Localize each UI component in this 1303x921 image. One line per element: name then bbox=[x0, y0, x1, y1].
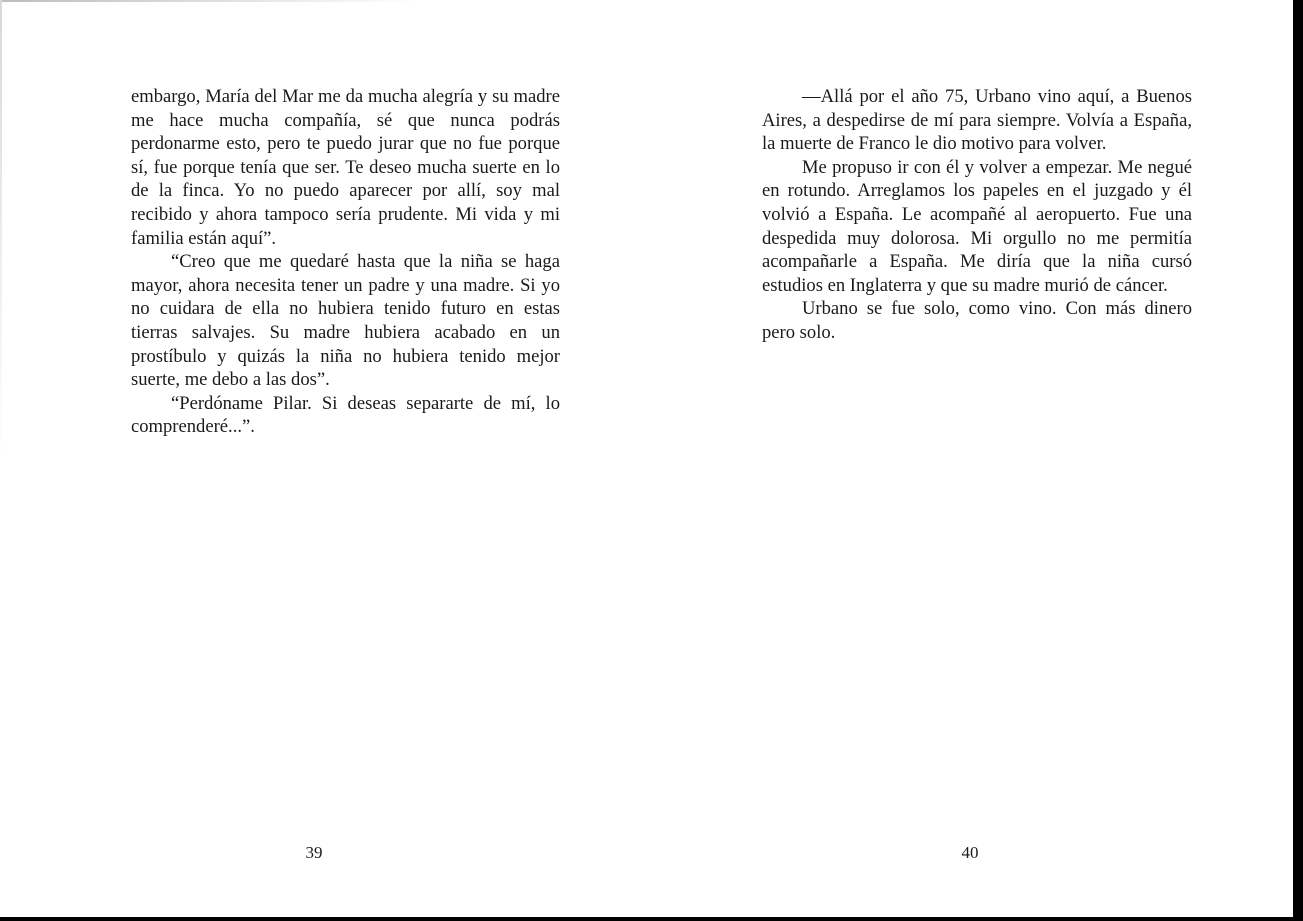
right-paragraph-2: Me propuso ir con él y volver a empezar. Me negué en rotundo. Arreglamos los papeles en el juzgado y él volvió a España. Le acompañé al aeropuerto. Fue una despedida muy dolorosa. Mi orgullo no me permitía acompañarle a España. Me diría que la niña cursó estudios en Inglaterra y que su madre murió de cáncer. bbox=[762, 156, 1192, 296]
right-page-text bbox=[762, 85, 1192, 345]
scan-top-shadow bbox=[0, 0, 420, 2]
right-paragraph-1: —Allá por el año 75, Urbano vino aquí, a Buenos Aires, a despedirse de mí para siempre. Volvía a España, la muerte de Franco le dio motivo para volver. bbox=[762, 86, 1192, 155]
left-page-number: 39 bbox=[305, 843, 323, 862]
right-paragraph-3: Urbano se fue solo, como vino. Con más dinero pero solo. bbox=[762, 298, 1192, 343]
left-paragraph-3: “Perdóname Pilar. Si deseas separarte de mí, lo comprenderé...”. bbox=[131, 392, 560, 438]
scan-left-shadow bbox=[0, 0, 2, 460]
left-paragraph-1: embargo, María del Mar me da mucha alegría y su madre me hace mucha compañía, sé que nunca podrás perdonarme esto, pero te puedo jurar que no fue porque sí, fue porque tenía que ser. Te deseo mucha suerte en lo de la finca. Yo no puedo aparecer por allí, soy mal recibido y ahora tampoco sería prudente. Mi vida y mi familia están aquí”. bbox=[131, 86, 560, 249]
left-paragraph-2: “Creo que me quedaré hasta que la niña se haga mayor, ahora necesita tener un padre y una madre. Si yo no cuidara de ella no hubiera tenido futuro en estas tierras salvajes. Su madre hubiera acabado en un prostíbulo y quizás la niña no hubiera tenido mejor suerte, me debo a las dos”. bbox=[131, 251, 560, 391]
scan-right-border bbox=[1293, 0, 1303, 921]
scan-bottom-border bbox=[0, 917, 1303, 921]
left-page-text bbox=[131, 85, 560, 439]
right-page-number: 40 bbox=[961, 843, 979, 862]
